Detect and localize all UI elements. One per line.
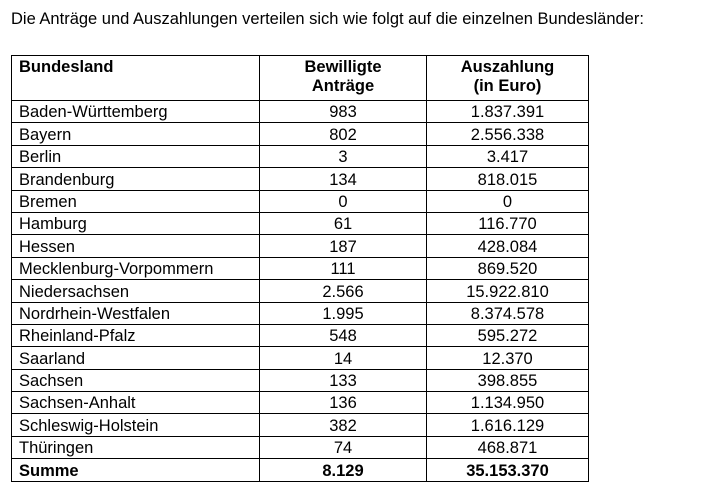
cell-payout: 1.837.391 xyxy=(427,101,589,123)
cell-payout: 12.370 xyxy=(427,347,589,369)
cell-payout: 468.871 xyxy=(427,436,589,458)
cell-approved: 187 xyxy=(260,235,427,257)
cell-approved: 983 xyxy=(260,101,427,123)
table-row xyxy=(12,347,589,369)
sum-row xyxy=(12,459,589,481)
table-row xyxy=(12,280,589,302)
table-row xyxy=(12,235,589,257)
table-row xyxy=(12,212,589,234)
cell-payout: 15.922.810 xyxy=(427,280,589,302)
cell-approved: 14 xyxy=(260,347,427,369)
sum-approved: 8.129 xyxy=(260,459,427,481)
cell-approved: 0 xyxy=(260,190,427,212)
cell-approved: 134 xyxy=(260,168,427,190)
sum-payout: 35.153.370 xyxy=(427,459,589,481)
cell-state: Nordrhein-Westfalen xyxy=(12,302,260,324)
header-approved-line2: Anträge xyxy=(311,77,375,95)
table-row xyxy=(12,101,589,123)
cell-state: Hamburg xyxy=(12,212,260,234)
cell-state: Niedersachsen xyxy=(12,280,260,302)
cell-state: Bremen xyxy=(12,190,260,212)
header-row xyxy=(12,56,589,101)
cell-approved: 382 xyxy=(260,414,427,436)
cell-state: Sachsen xyxy=(12,369,260,391)
cell-approved: 133 xyxy=(260,369,427,391)
cell-approved: 61 xyxy=(260,212,427,234)
header-state xyxy=(12,56,260,101)
cell-payout: 3.417 xyxy=(427,145,589,167)
header-payout xyxy=(427,56,589,101)
table-row xyxy=(12,392,589,414)
cell-state: Sachsen-Anhalt xyxy=(12,392,260,414)
cell-approved: 1.995 xyxy=(260,302,427,324)
header-approved-line1: Bewilligte xyxy=(304,58,382,76)
table-row xyxy=(12,324,589,346)
states-table xyxy=(11,55,589,482)
header-payout-line2: (in Euro) xyxy=(473,77,542,95)
cell-payout: 398.855 xyxy=(427,369,589,391)
cell-state: Thüringen xyxy=(12,436,260,458)
table-row xyxy=(12,257,589,279)
header-payout-line1: Auszahlung xyxy=(460,58,555,76)
cell-state: Bayern xyxy=(12,123,260,145)
table-row xyxy=(12,145,589,167)
table-row xyxy=(12,123,589,145)
cell-payout: 0 xyxy=(427,190,589,212)
cell-state: Berlin xyxy=(12,145,260,167)
cell-payout: 116.770 xyxy=(427,212,589,234)
cell-payout: 818.015 xyxy=(427,168,589,190)
cell-state: Hessen xyxy=(12,235,260,257)
cell-payout: 428.084 xyxy=(427,235,589,257)
cell-payout: 2.556.338 xyxy=(427,123,589,145)
cell-state: Baden-Württemberg xyxy=(12,101,260,123)
cell-approved: 74 xyxy=(260,436,427,458)
cell-state: Saarland xyxy=(12,347,260,369)
table-row xyxy=(12,190,589,212)
table-row xyxy=(12,436,589,458)
cell-approved: 802 xyxy=(260,123,427,145)
cell-state: Rheinland-Pfalz xyxy=(12,324,260,346)
cell-approved: 3 xyxy=(260,145,427,167)
cell-state: Brandenburg xyxy=(12,168,260,190)
cell-state: Schleswig-Holstein xyxy=(12,414,260,436)
cell-payout: 595.272 xyxy=(427,324,589,346)
table-row xyxy=(12,168,589,190)
table-row xyxy=(12,414,589,436)
header-approved xyxy=(260,56,427,101)
table-row xyxy=(12,302,589,324)
cell-approved: 136 xyxy=(260,392,427,414)
cell-payout: 8.374.578 xyxy=(427,302,589,324)
cell-approved: 2.566 xyxy=(260,280,427,302)
table-body xyxy=(12,101,589,482)
cell-payout: 1.616.129 xyxy=(427,414,589,436)
cell-approved: 111 xyxy=(260,257,427,279)
header-state-label: Bundesland xyxy=(19,58,114,76)
cell-state: Mecklenburg-Vorpommern xyxy=(12,257,260,279)
intro-text: Die Anträge und Auszahlungen verteilen sich wie folgt auf die einzelnen Bundesländer: xyxy=(11,10,644,28)
cell-approved: 548 xyxy=(260,324,427,346)
cell-payout: 1.134.950 xyxy=(427,392,589,414)
sum-label: Summe xyxy=(12,459,260,481)
table-row xyxy=(12,369,589,391)
cell-payout: 869.520 xyxy=(427,257,589,279)
